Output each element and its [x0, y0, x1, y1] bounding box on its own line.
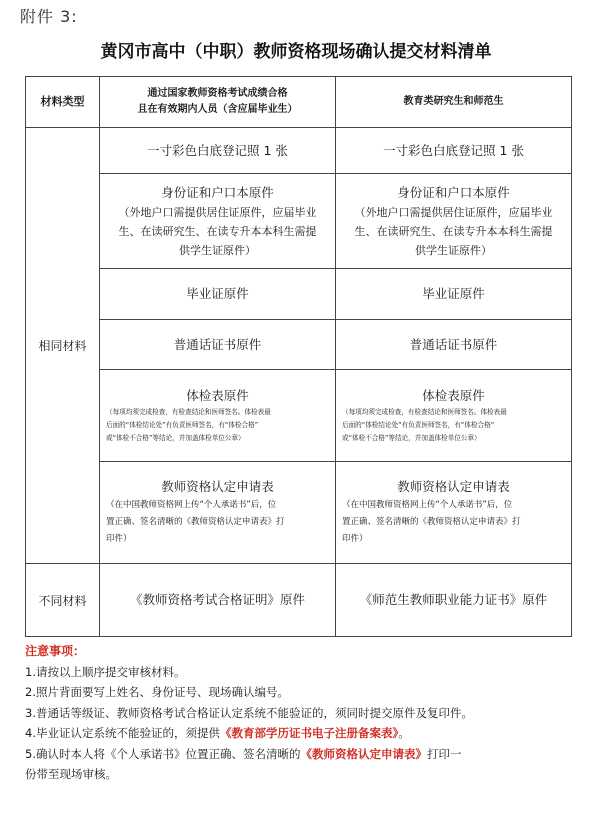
cell-sub-text: （每项均须完成检查，有检查结论和医师签名。体检表最	[342, 408, 507, 416]
attachment-label: 附件 3:	[20, 7, 78, 26]
cell-sub-text: 后面的“体检结论处”有负责医师签名，有“体检合格”	[342, 421, 495, 429]
cell-sub-text: （外地户口需提供居住证原件，应届毕业	[354, 205, 553, 219]
cell-main-text: 毕业证原件	[186, 286, 249, 301]
note-item-4-end: 。	[398, 726, 410, 740]
header-exam-passed-line2: 且在有效期内人员（含应届毕业生）	[137, 104, 298, 115]
cell-sub-text: 置正确、签名清晰的《教师资格认定申请表》打	[342, 517, 521, 527]
cell-sub-text: 印件）	[106, 534, 132, 544]
note-item-5-text: 5.确认时本人将《个人承诺书》位置正确、签名清晰的	[25, 746, 301, 761]
different-materials-label: 不同材料	[26, 564, 100, 637]
table-header-row	[26, 77, 572, 128]
header-exam-passed-line1: 通过国家教师资格考试成绩合格	[147, 88, 288, 99]
cell-main-text: 普通话证书原件	[173, 336, 262, 352]
table-row	[26, 128, 572, 174]
cell-b-photo	[336, 128, 572, 174]
cell-a-exam-certificate	[100, 564, 336, 637]
cell-main-text: 《师范生教师职业能力证书》原件	[359, 592, 548, 607]
cell-a-id-card	[100, 174, 336, 269]
note-item-1: 1.请按以上顺序提交审核材料。	[25, 664, 186, 679]
cell-sub-text: 供学生证原件）	[415, 243, 492, 257]
cell-sub-text: （在中国教师资格网上传“个人承诺书”后，位	[106, 500, 277, 510]
cell-sub-text: 供学生证原件）	[179, 243, 256, 257]
cell-sub-text: 置正确、签名清晰的《教师资格认定申请表》打	[106, 517, 285, 527]
cell-a-medical	[100, 370, 336, 462]
cell-sub-text: （在中国教师资格网上传“个人承诺书”后，位	[342, 500, 513, 510]
header-material-type: 材料类型	[26, 77, 100, 128]
cell-sub-text: 后面的“体检结论处”有负责医师签名，有“体检合格”	[106, 421, 259, 429]
page-title: 黄冈市高中（中职）教师资格现场确认提交材料清单	[100, 42, 492, 62]
cell-main-text: 一寸彩色白底登记照 1 张	[383, 142, 524, 158]
cell-sub-text: （每项均须完成检查，有检查结论和医师签名。体检表最	[106, 408, 271, 416]
cell-b-ability-certificate	[336, 564, 572, 637]
cell-main-text: 普通话证书原件	[409, 336, 498, 352]
cell-main-text: 《教师资格考试合格证明》原件	[129, 592, 305, 607]
cell-b-medical	[336, 370, 572, 462]
cell-sub-text: 或“体检不合格”等结论，并加盖体检单位公章）	[342, 434, 481, 442]
note-item-5-highlight: 《教师资格认定申请表》	[300, 746, 427, 761]
same-materials-label: 相同材料	[26, 128, 100, 564]
note-item-5-continued: 份带至现场审核。	[25, 767, 117, 781]
cell-sub-text: 或“体检不合格”等结论，并加盖体检单位公章）	[106, 434, 245, 442]
note-item-5-end: 打印一	[426, 746, 462, 761]
cell-main-text: 教师资格认定申请表	[161, 479, 274, 494]
cell-sub-text: （外地户口需提供居住证原件，应届毕业	[118, 205, 317, 219]
cell-b-id-card	[336, 174, 572, 269]
cell-main-text: 一寸彩色白底登记照 1 张	[147, 142, 288, 158]
table-row	[26, 370, 572, 462]
cell-sub-text: 生、在读研究生、在读专升本本科生需提	[354, 224, 553, 238]
cell-sub-text: 生、在读研究生、在读专升本本科生需提	[118, 224, 317, 238]
cell-a-photo	[100, 128, 336, 174]
note-item-3: 3.普通话等级证、教师资格考试合格证认定系统不能验证的，须同时提交原件及复印件。	[25, 705, 473, 720]
header-exam-passed	[100, 77, 336, 128]
notes-section	[25, 641, 585, 785]
cell-main-text: 毕业证原件	[422, 286, 485, 301]
table-row	[26, 320, 572, 370]
header-normal-students: 教育类研究生和师范生	[336, 77, 572, 128]
note-item-4	[25, 723, 585, 744]
cell-main-text: 体检表原件	[186, 388, 249, 403]
note-item-2: 2.照片背面要写上姓名、身份证号、现场确认编号。	[25, 685, 289, 699]
notes-title: 注意事项：	[25, 644, 86, 658]
cell-a-application	[100, 462, 336, 564]
cell-main-text: 身份证和户口本原件	[397, 184, 510, 200]
table-row	[26, 564, 572, 637]
cell-main-text: 体检表原件	[422, 388, 485, 403]
note-item-4-highlight: 《教育部学历证书电子注册备案表》	[219, 726, 399, 740]
table-row	[26, 462, 572, 564]
table-row	[26, 269, 572, 320]
cell-main-text: 身份证和户口本原件	[161, 184, 274, 200]
note-item-4-text: 4.毕业证认定系统不能验证的，须提供	[25, 726, 220, 740]
cell-a-diploma	[100, 269, 336, 320]
materials-table	[25, 76, 572, 637]
cell-b-application	[336, 462, 572, 564]
cell-b-diploma	[336, 269, 572, 320]
cell-b-mandarin	[336, 320, 572, 370]
note-item-5	[25, 744, 585, 765]
table-row	[26, 174, 572, 269]
cell-a-mandarin	[100, 320, 336, 370]
cell-main-text: 教师资格认定申请表	[397, 479, 510, 494]
cell-sub-text: 印件）	[342, 534, 368, 544]
